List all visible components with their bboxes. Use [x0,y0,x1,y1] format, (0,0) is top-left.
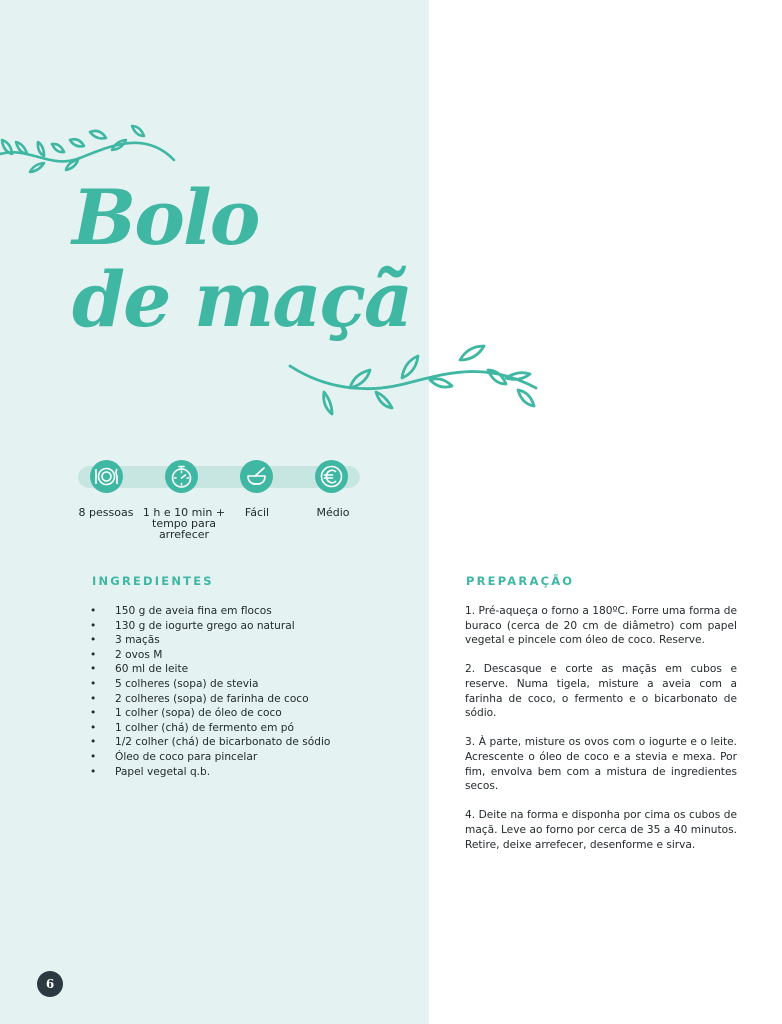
ingredient-item: • 60 ml de leite [90,663,189,676]
ingredients-heading: INGREDIENTES [92,574,214,588]
stopwatch-icon [168,463,195,490]
recipe-title-line-1: Bolo [72,173,259,262]
vine-decoration-bottom [284,340,554,422]
page-number: 6 [37,971,63,997]
difficulty-icon-badge [240,460,273,493]
vine-decoration-top [0,120,180,180]
cost-label: Médio [316,506,350,519]
time-label: 1 h e 10 min + tempo para arrefecer [142,506,226,541]
preparation-heading: PREPARAÇÃO [466,574,575,588]
ingredient-item: • 2 colheres (sopa) de farinha de coco [90,692,309,705]
servings-label: 8 pessoas [78,506,134,519]
plate-icon [93,463,120,490]
ingredient-item: • 5 colheres (sopa) de stevia [90,677,259,690]
ingredients-list [90,604,410,779]
ingredient-item: • 1/2 colher (chá) de bicarbonato de sódio [90,736,331,749]
cost-icon-badge [315,460,348,493]
difficulty-label: Fácil [244,506,270,519]
ingredient-item: • 1 colher (chá) de fermento em pó [90,721,294,734]
ingredient-item: • 2 ovos M [90,648,163,661]
ingredient-item: • 1 colher (sopa) de óleo de coco [90,707,282,720]
recipe-title-line-2: de maçã [72,255,412,344]
ingredient-item: • Óleo de coco para pincelar [90,750,258,763]
euro-icon [318,463,345,490]
time-icon-badge [165,460,198,493]
mortar-pestle-icon [243,463,270,490]
servings-icon-badge [90,460,123,493]
preparation-step: 2. Descasque e corte as maçãs em cubos e reserve. Numa tigela, misture a aveia com a farinha de coco, o fermento e o bicarbonato de sódio. [465,663,737,720]
ingredient-item: • 130 g de iogurte grego ao natural [90,619,295,632]
ingredient-item: • Papel vegetal q.b. [90,765,211,778]
preparation-steps [465,604,737,867]
ingredient-item: • 150 g de aveia fina em flocos [90,605,272,617]
ingredient-item: • 3 maçãs [90,634,160,647]
preparation-step: 1. Pré-aqueça o forno a 180ºC. Forre uma forma de buraco (cerca de 20 cm de diâmetro) com papel vegetal e pincele com óleo de coco. Reserve. [465,605,737,647]
preparation-step: 3. À parte, misture os ovos com o iogurte e o leite. Acrescente o óleo de coco e a stevia e mexa. Por fim, envolva bem com a mistura de ingredientes secos. [465,736,737,793]
preparation-step: 4. Deite na forma e disponha por cima os cubos de maçã. Leve ao forno por cerca de 35 a 40 minutos. Retire, deixe arrefecer, desenforme e sirva. [465,809,737,851]
